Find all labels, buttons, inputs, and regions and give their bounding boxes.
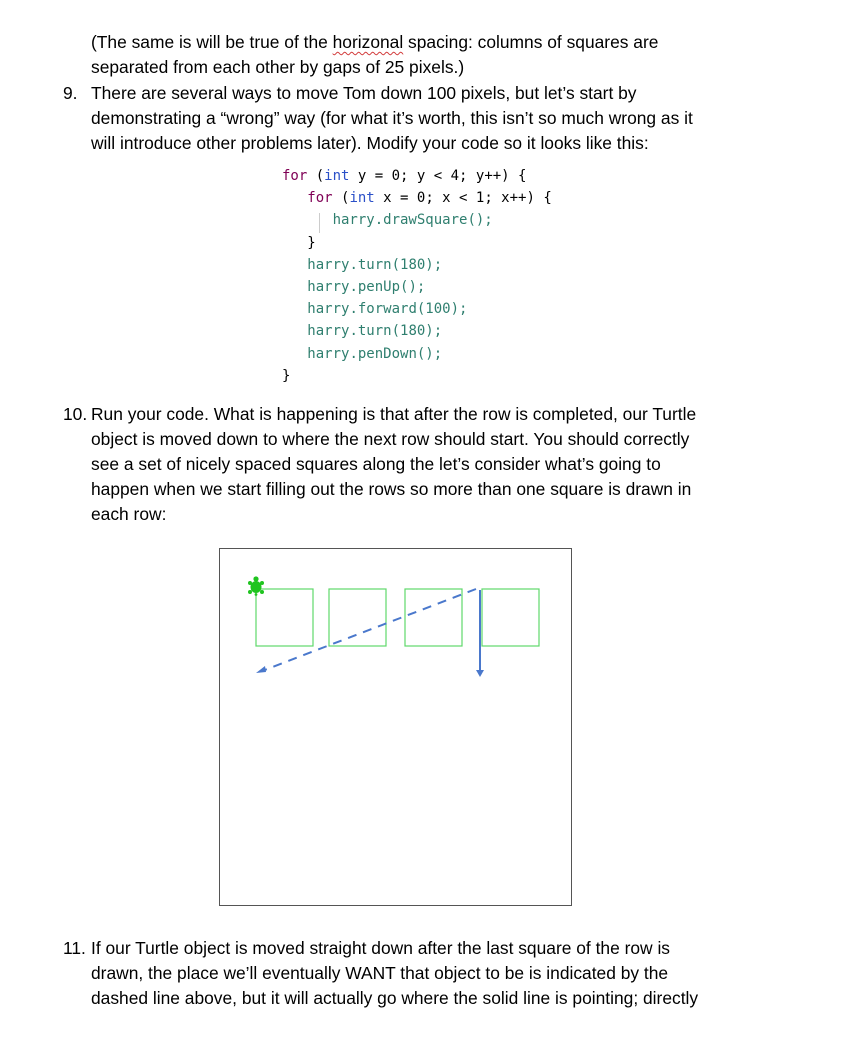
square-1 <box>256 589 313 646</box>
code-line-forward: harry.forward(100); <box>307 301 468 318</box>
step-10-line-3: see a set of nicely spaced squares along the let’s consider what’s going to <box>91 454 661 474</box>
code-line-inner-for: for (int x = 0; x < 1; x++) { <box>307 190 552 207</box>
turtle-icon <box>248 576 264 596</box>
code-line-draw-square: harry.drawSquare(); <box>332 212 493 229</box>
step-9-number: 9. <box>63 83 78 103</box>
square-4 <box>482 589 539 646</box>
step-9-line-2: demonstrating a “wrong” way (for what it’s worth, this isn’t so much wrong as it <box>91 108 693 128</box>
step-10-line-5: each row: <box>91 504 167 524</box>
step-11-paragraph <box>91 936 698 1011</box>
code-block <box>282 165 552 387</box>
step-11-line-3: dashed line above, but it will actually go where the solid line is pointing; directly <box>91 988 699 1008</box>
solid-arrow-head <box>476 670 484 677</box>
step-10-line-1: Run your code. What is happening is that after the row is completed, our Turtle <box>91 404 697 424</box>
code-line-turn-1: harry.turn(180); <box>307 256 443 273</box>
intro-line-2: separated from each other by gaps of 25 pixels.) <box>91 57 465 77</box>
code-line-turn-2: harry.turn(180); <box>307 323 443 340</box>
code-line-outer-for: for (int y = 0; y < 4; y++) { <box>282 168 527 184</box>
code-line-pen-down: harry.penDown(); <box>307 345 443 362</box>
step-11-number: 11. <box>63 938 86 958</box>
spellcheck-word: horizonal <box>332 32 404 52</box>
step-11-line-2: drawn, the place we’ll eventually WANT that object to be is indicated by the <box>91 963 669 983</box>
turtle-canvas-figure <box>219 548 572 906</box>
step-10-line-2: object is moved down to where the next row should start. You should correctly <box>91 429 690 449</box>
code-line-outer-close: } <box>282 367 291 384</box>
intro-paragraph <box>91 30 658 80</box>
step-9-line-3: will introduce other problems later). Modify your code so it looks like this: <box>91 133 649 153</box>
step-11-line-1: If our Turtle object is moved straight down after the last square of the row is <box>91 938 671 958</box>
square-2 <box>329 589 386 646</box>
dashed-arrow-head <box>256 666 266 673</box>
intro-line-1: (The same is will be true of the horizonal spacing: columns of squares are <box>91 32 659 52</box>
step-10-number: 10. <box>63 404 88 424</box>
step-10-line-4: happen when we start filling out the rows so more than one square is drawn in <box>91 479 692 499</box>
dashed-return-line <box>262 589 476 671</box>
step-9-paragraph <box>91 81 693 156</box>
code-line-pen-up: harry.penUp(); <box>307 278 426 295</box>
step-9-line-1: There are several ways to move Tom down 100 pixels, but let’s start by <box>91 83 637 103</box>
step-10-paragraph <box>91 402 696 527</box>
turtle-canvas-drawing <box>220 549 573 907</box>
code-line-inner-close: } <box>307 234 316 251</box>
